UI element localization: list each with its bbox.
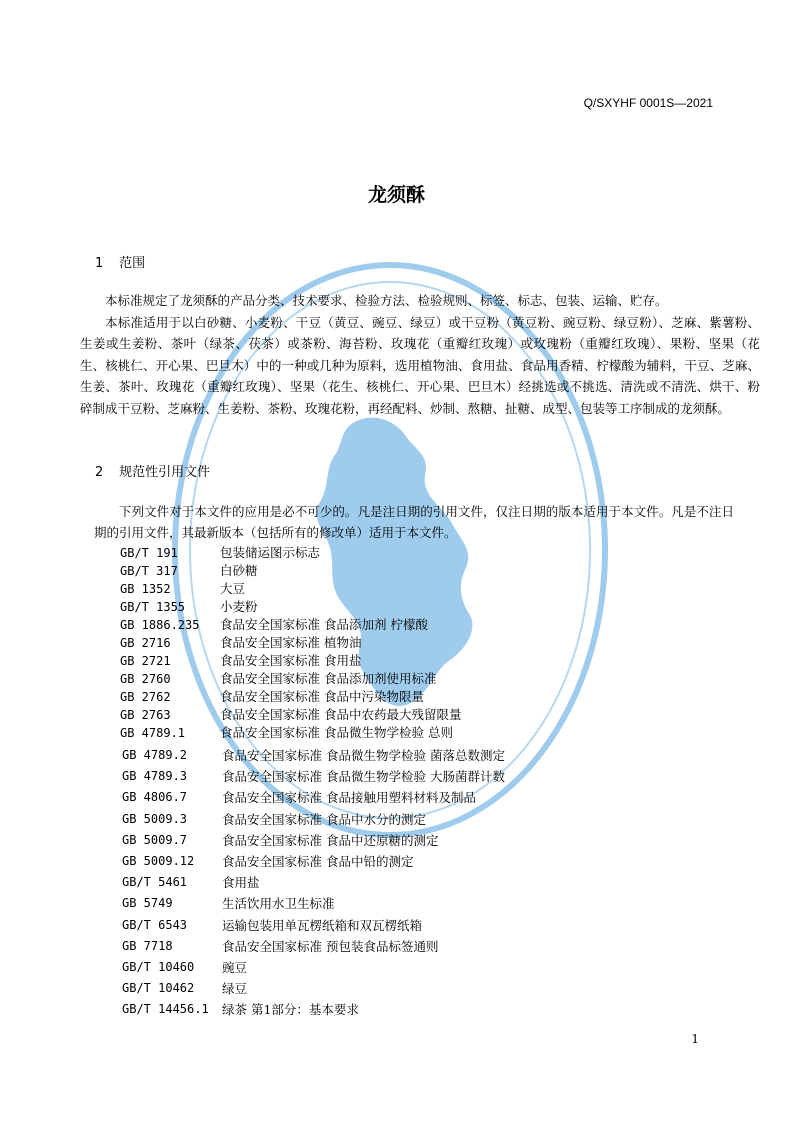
section-title: 规范性引用文件: [119, 465, 211, 480]
reference-row: [120, 562, 680, 580]
ref-name: 食用盐: [222, 875, 260, 891]
ref-code: GB 4789.1: [120, 726, 186, 740]
reference-row: [122, 787, 682, 808]
ref-code: GB 2716: [120, 636, 171, 650]
ref-name: 包装储运图示标志: [220, 545, 321, 560]
reference-row: [120, 580, 680, 598]
reference-row: [120, 652, 680, 670]
ref-code: GB 2762: [120, 690, 171, 704]
ref-name: 食品安全国家标准 食品接触用塑料材料及制品: [222, 790, 476, 806]
references-intro: [94, 501, 734, 543]
reference-row: [122, 766, 682, 787]
ref-code: GB 5749: [122, 896, 173, 911]
ref-name: 食品安全国家标准 预包装食品标签通则: [222, 938, 439, 954]
ref-name: 绿豆: [222, 981, 248, 997]
ref-code: GB 1886.235: [120, 618, 200, 632]
reference-row: [122, 745, 682, 766]
ref-name: 食品安全国家标准 植物油: [220, 635, 362, 650]
reference-row: [122, 830, 682, 851]
scope-body: [80, 290, 760, 419]
ref-code: GB 5009.12: [122, 854, 195, 869]
ref-name: 食品安全国家标准 食品中铅的测定: [222, 854, 414, 870]
ref-code: GB 4806.7: [122, 790, 188, 805]
ref-code: GB/T 10460: [122, 960, 195, 975]
ref-code: GB 5009.7: [122, 832, 188, 847]
reference-list-a: [120, 544, 680, 742]
reference-list-b: [122, 745, 682, 1021]
ref-name: 食品安全国家标准 食品添加剂使用标准: [220, 671, 437, 686]
reference-row: [120, 616, 680, 634]
ref-name: 豌豆: [222, 960, 248, 976]
ref-name: 绿茶 第1部分：基本要求: [222, 1002, 359, 1018]
section-number: 1: [95, 256, 104, 271]
references-intro-text: 下列文件对于本文件的应用是必不可少的。凡是注日期的引用文件，仅注日期的版本适用于本文件。凡是不注日期的引用文件，其最新版本（包括所有的修改单）适用于本文件。: [94, 504, 734, 540]
reference-row: [120, 670, 680, 688]
reference-row: [120, 598, 680, 616]
ref-code: GB 2763: [120, 708, 171, 722]
scope-paragraph-2: 本标准适用于以白砂糖、小麦粉、干豆（黄豆、豌豆、绿豆）或干豆粉（黄豆粉、豌豆粉、绿豆粉）、芝麻、紫薯粉、生姜或生姜粉、茶叶（绿茶、茯茶）或茶粉、海苔粉、玫瑰花（重瓣红玫瑰）或玫瑰粉（重瓣红玫瑰）、果粉、坚果（花生、核桃仁、开心果、巴旦木）中的一种或几种为原料，选用植物油、食用盐、食品用香精、柠檬酸为辅料，干豆、芝麻、生姜、茶叶、玫瑰花（重瓣红玫瑰）、坚果（花生、核桃仁、开心果、巴旦木）经挑选或不挑选、清洗或不清洗、烘干、粉碎制成干豆粉、芝麻粉、生姜粉、茶粉、玫瑰花粉，再经配料、炒制、熬糖、扯糖、成型、包装等工序制成的龙须酥。: [80, 314, 760, 416]
ref-code: GB 2760: [120, 672, 171, 686]
ref-name: 食品安全国家标准 食品中污染物限量: [220, 689, 424, 704]
reference-row: [122, 851, 682, 872]
ref-name: 食品安全国家标准 食品中还原糖的测定: [222, 832, 439, 848]
ref-code: GB/T 10462: [122, 981, 195, 996]
ref-code: GB/T 191: [120, 546, 178, 560]
ref-name: 大豆: [220, 581, 246, 596]
reference-row: [122, 978, 682, 999]
ref-name: 食品安全国家标准 食品添加剂 柠檬酸: [220, 617, 428, 632]
ref-name: 食品安全国家标准 食品中水分的测定: [222, 811, 426, 827]
reference-row: [122, 893, 682, 914]
ref-name: 小麦粉: [220, 599, 258, 614]
ref-code: GB/T 5461: [122, 875, 188, 890]
scope-paragraph-1: 本标准规定了龙须酥的产品分类、技术要求、检验方法、检验规则、标签、标志、包装、运输、贮存。: [105, 293, 668, 308]
ref-code: GB 4789.3: [122, 769, 188, 784]
ref-name: 运输包装用单瓦楞纸箱和双瓦楞纸箱: [222, 917, 423, 933]
ref-code: GB/T 14456.1: [122, 1002, 209, 1017]
reference-row: [122, 872, 682, 893]
reference-row: [120, 634, 680, 652]
reference-row: [122, 957, 682, 978]
section-number: 2: [95, 465, 104, 480]
reference-row: [122, 999, 682, 1020]
section-title: 范围: [119, 256, 146, 271]
ref-code: GB/T 6543: [122, 917, 188, 932]
section-heading-references: [95, 461, 210, 480]
ref-name: 食品安全国家标准 食品微生物学检验 总则: [220, 725, 453, 740]
reference-row: [120, 724, 680, 742]
reference-row: [120, 706, 680, 724]
ref-name: 食品安全国家标准 食用盐: [220, 653, 362, 668]
reference-row: [122, 915, 682, 936]
ref-name: 食品安全国家标准 食品微生物学检验 大肠菌群计数: [222, 769, 505, 785]
section-heading-scope: [95, 252, 145, 271]
reference-row: [120, 688, 680, 706]
ref-name: 食品安全国家标准 食品微生物学检验 菌落总数测定: [222, 748, 505, 763]
ref-name: 白砂糖: [220, 563, 258, 578]
ref-code: GB 2721: [120, 654, 171, 668]
ref-code: GB 5009.3: [122, 811, 188, 826]
standard-code: Q/SXYHF 0001S—2021: [583, 96, 713, 110]
ref-code: GB 1352: [120, 582, 171, 596]
ref-code: GB 7718: [122, 938, 173, 953]
ref-name: 生活饮用水卫生标准: [222, 896, 335, 912]
page-title: 龙须酥: [367, 184, 425, 206]
ref-code: GB/T 1355: [120, 600, 186, 614]
page-number: 1: [691, 1032, 699, 1046]
ref-name: 食品安全国家标准 食品中农药最大残留限量: [220, 707, 462, 722]
reference-row: [120, 544, 680, 562]
reference-row: [122, 936, 682, 957]
ref-code: GB/T 317: [120, 564, 178, 578]
ref-code: GB 4789.2: [122, 748, 188, 762]
reference-row: [122, 809, 682, 830]
